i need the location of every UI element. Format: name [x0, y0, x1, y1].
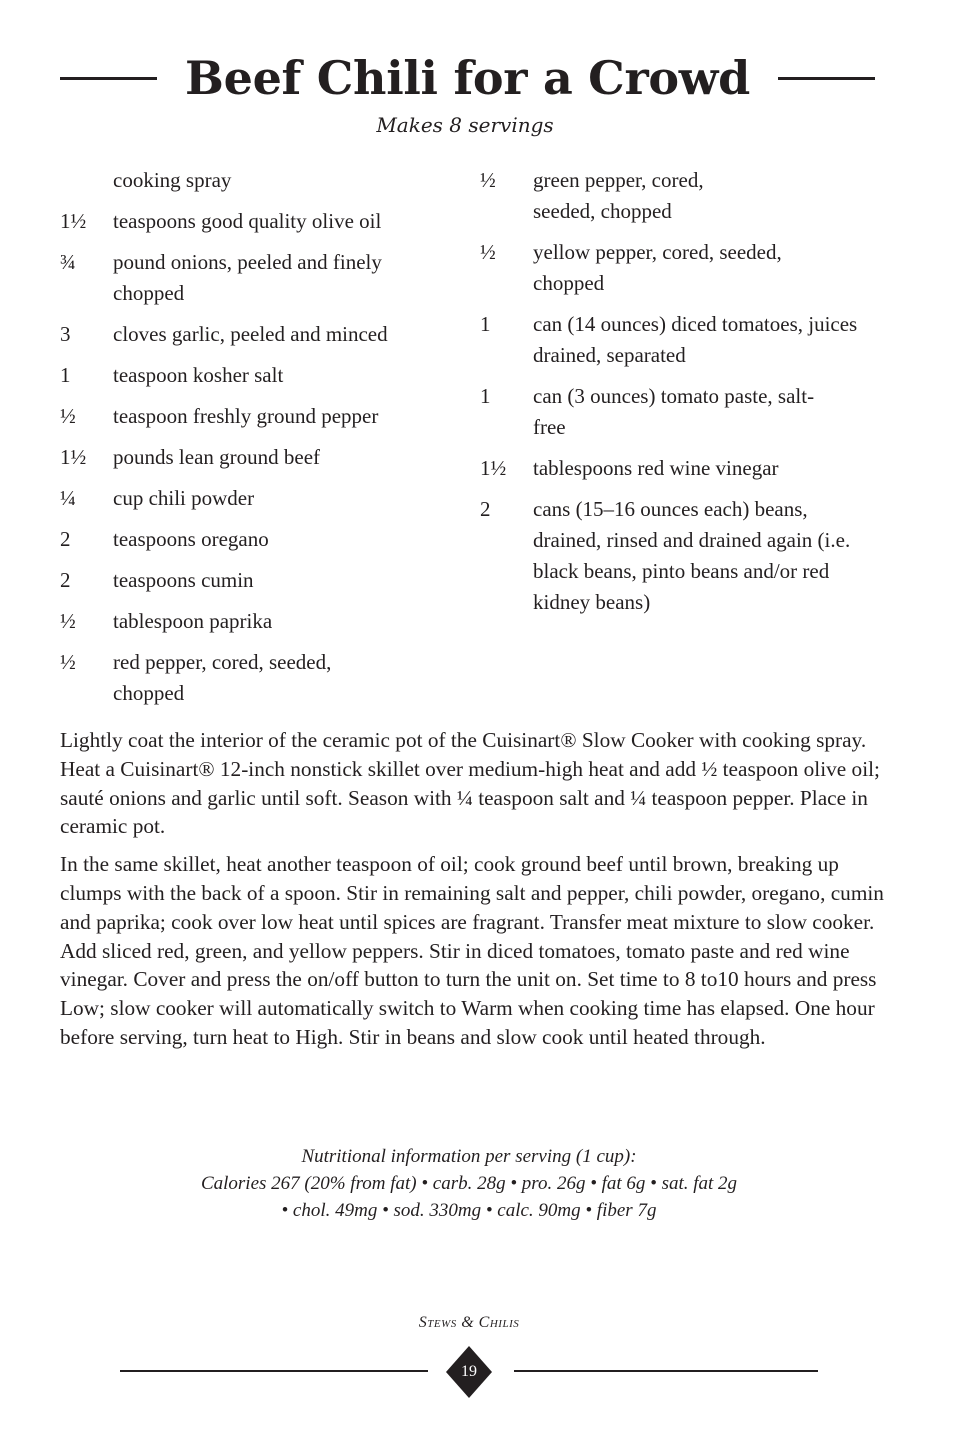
ingredient-item: [480, 165, 900, 227]
ingredient-desc: teaspoons oregano: [113, 527, 269, 551]
instruction-paragraph: In the same skillet, heat another teaspoon of oil; cook ground beef until brown, breaking up clumps with the back of a spoon. Stir in remaining salt and pepper, chili powder, oregano, cumin and paprika; cook over low heat until spices are fragrant. Transfer meat mixture to slow cooker. Add sliced red, green, and yellow peppers. Stir in diced tomatoes, tomato paste and red wine vinegar. Cover and press the on/off button to turn the unit on. Set time to 8 to10 hours and press Low; slow cooker will automatically switch to Warm when cooking time has elapsed. One hour before serving, turn heat to High. Stir in beans and slow cook until heated through.: [60, 852, 884, 1049]
ingredient-item: [480, 453, 900, 484]
ingredient-desc: green pepper, cored, seeded, chopped: [533, 168, 704, 223]
title-rule-right: [778, 77, 875, 80]
ingredient-qty: ¼: [60, 486, 76, 510]
ingredient-item: [480, 381, 900, 443]
ingredient-item: [60, 647, 460, 709]
ingredient-item: [60, 206, 460, 237]
ingredient-item: [60, 247, 460, 309]
ingredient-qty: [60, 165, 113, 196]
ingredient-desc: can (3 ounces) tomato paste, salt-free: [533, 384, 815, 439]
ingredient-qty: 1½: [480, 456, 507, 480]
nutrition-line: • chol. 49mg • sod. 330mg • calc. 90mg • fiber 7g: [281, 1200, 657, 1221]
ingredient-desc: pound onions, peeled and finely chopped: [113, 250, 382, 305]
ingredient-desc: teaspoons cumin: [113, 568, 254, 592]
footer-rule-right: [514, 1370, 818, 1372]
ingredient-qty: ½: [480, 240, 496, 264]
ingredient-qty: 1: [480, 312, 491, 336]
ingredient-item: [480, 309, 900, 371]
ingredient-item: [480, 494, 900, 618]
ingredients-right-column: [480, 165, 900, 628]
ingredient-item: [60, 401, 460, 432]
title-rule-left: [60, 77, 157, 80]
ingredient-qty: 3: [60, 322, 71, 346]
ingredient-desc: tablespoon paprika: [113, 609, 273, 633]
instructions: [60, 726, 890, 1061]
ingredient-desc: teaspoon kosher salt: [113, 363, 284, 387]
ingredient-qty: 1½: [60, 445, 87, 469]
ingredient-desc: cans (15–16 ounces each) beans, drained, rinsed and drained again (i.e. black beans, pinto beans and/or red kidney beans): [533, 497, 851, 614]
ingredient-desc: teaspoon freshly ground pepper: [113, 404, 379, 428]
ingredient-qty: ½: [60, 650, 76, 674]
ingredient-qty: 1: [60, 363, 71, 387]
page-number: 19: [461, 1363, 477, 1380]
ingredient-item: [60, 606, 460, 637]
nutrition-line: Calories 267 (20% from fat) • carb. 28g • pro. 26g • fat 6g • sat. fat 2g: [200, 1173, 738, 1194]
ingredient-desc: yellow pepper, cored, seeded, chopped: [533, 240, 782, 295]
recipe-title: Beef Chili for a Crowd: [185, 51, 750, 105]
ingredient-desc: cloves garlic, peeled and minced: [113, 322, 388, 346]
section-label: Stews & Chilis: [418, 1314, 520, 1331]
ingredient-qty: ½: [480, 168, 496, 192]
ingredient-desc: cooking spray: [113, 168, 232, 192]
servings-note: Makes 8 servings: [376, 113, 554, 137]
ingredient-qty: ¾: [60, 250, 76, 274]
ingredient-qty: 1½: [60, 209, 87, 233]
nutrition-heading: Nutritional information per serving (1 cup):: [301, 1146, 637, 1167]
ingredient-qty: ½: [60, 404, 76, 428]
ingredient-desc: tablespoons red wine vinegar: [533, 456, 779, 480]
footer-rule-left: [120, 1370, 428, 1372]
ingredients-left-column: [60, 165, 460, 719]
page-number-badge: [446, 1346, 492, 1392]
ingredient-item: [60, 165, 460, 196]
ingredient-desc: can (14 ounces) diced tomatoes, juices drained, separated: [533, 312, 858, 367]
ingredient-qty: 2: [480, 497, 491, 521]
ingredient-qty: 2: [60, 568, 71, 592]
ingredient-item: [60, 524, 460, 555]
ingredient-desc: teaspoons good quality olive oil: [113, 209, 382, 233]
instruction-paragraph: Lightly coat the interior of the ceramic pot of the Cuisinart® Slow Cooker with cooking spray. Heat a Cuisinart® 12-inch nonstick skillet over medium-high heat and add ½ teaspoon olive oil; sauté onions and garlic until soft. Season with ¼ teaspoon salt and ¼ teaspoon pepper. Place in ceramic pot.: [60, 728, 880, 839]
ingredient-qty: 1: [480, 384, 491, 408]
ingredient-item: [60, 442, 460, 473]
title-row: [60, 48, 875, 108]
ingredient-item: [60, 360, 460, 391]
ingredient-desc: red pepper, cored, seeded, chopped: [113, 650, 332, 705]
ingredient-item: [60, 483, 460, 514]
ingredient-desc: cup chili powder: [113, 486, 255, 510]
ingredient-desc: pounds lean ground beef: [113, 445, 321, 469]
ingredient-item: [480, 237, 900, 299]
ingredient-item: [60, 319, 460, 350]
ingredient-qty: ½: [60, 609, 76, 633]
nutrition-info: [0, 1143, 938, 1224]
ingredient-item: [60, 565, 460, 596]
ingredient-qty: 2: [60, 527, 71, 551]
